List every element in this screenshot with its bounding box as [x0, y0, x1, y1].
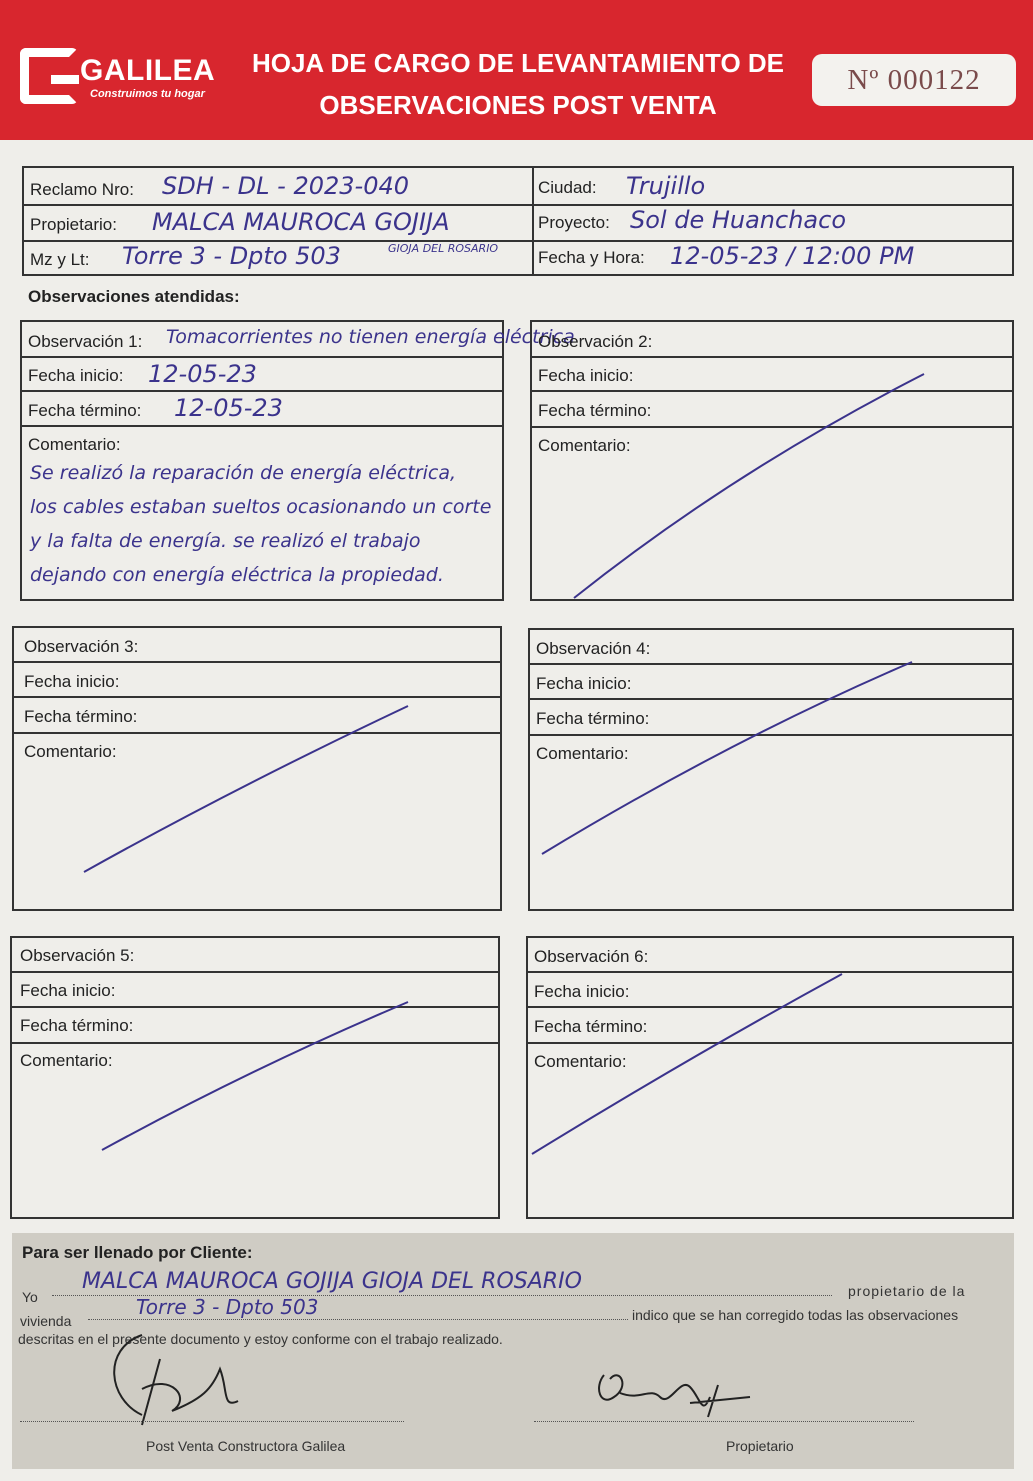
- header-bar: [0, 0, 1033, 140]
- vivienda-label: vivienda: [20, 1313, 72, 1329]
- reclamo-label: Reclamo Nro:: [30, 180, 134, 199]
- title-line-1: HOJA DE CARGO DE LEVANTAMIENTO DE: [251, 48, 785, 78]
- obs5-inicio-label: Fecha inicio:: [20, 981, 116, 1000]
- cancel-slash: [532, 322, 1016, 603]
- obs3-label: Observación 3:: [24, 637, 139, 656]
- vivienda-value: Torre 3 - Dpto 503: [136, 1295, 319, 1319]
- mzlt-label: Mz y Lt:: [30, 250, 90, 269]
- obs6-termino-label: Fecha término:: [534, 1017, 648, 1036]
- title-line-2: OBSERVACIONES POST VENTA: [319, 90, 717, 120]
- mzlt-extra: GIOJA DEL ROSARIO: [388, 242, 499, 255]
- obs5-comentario-label: Comentario:: [20, 1051, 113, 1070]
- obs1-inicio-label: Fecha inicio:: [28, 366, 124, 385]
- obs1-comentario-label: Comentario:: [28, 435, 121, 454]
- comment-line: y la falta de energía. se realizó el trabajo: [30, 530, 421, 552]
- obs3-comentario-label: Comentario:: [24, 742, 117, 761]
- obs3-termino-label: Fecha término:: [24, 707, 138, 726]
- logo-tagline: Construimos tu hogar: [90, 88, 205, 100]
- cancel-slash: [530, 630, 1016, 913]
- client-title: Para ser llenado por Cliente:: [22, 1243, 253, 1262]
- fecha-value: 12-05-23 / 12:00 PM: [670, 242, 915, 270]
- info-divider: [532, 168, 534, 274]
- observation-3: [12, 626, 502, 911]
- comment-line: dejando con energía eléctrica la propiedad.: [30, 564, 444, 586]
- descritas-text: descritas en el presente documento y estoy conforme con el trabajo realizado.: [18, 1331, 503, 1347]
- obs6-inicio-label: Fecha inicio:: [534, 982, 630, 1001]
- propietario-value: MALCA MAUROCA GOJIJA: [152, 208, 450, 236]
- document-number: Nº 000122: [812, 54, 1016, 106]
- obs4-comentario-label: Comentario:: [536, 744, 629, 763]
- page-title: [238, 42, 798, 126]
- obs5-label: Observación 5:: [20, 946, 135, 965]
- observation-1: [20, 320, 575, 601]
- signature-1-label: Post Venta Constructora Galilea: [146, 1438, 346, 1454]
- yo-label: Yo: [22, 1289, 38, 1305]
- obs1-inicio-value: 12-05-23: [148, 360, 257, 388]
- obs6-label: Observación 6:: [534, 947, 649, 966]
- obs2-comentario-label: Comentario:: [538, 436, 631, 455]
- propietario-label: Propietario:: [30, 215, 117, 234]
- info-table: [22, 166, 1014, 276]
- obs1-value: Tomacorrientes no tienen energía eléctrica: [166, 326, 575, 348]
- cancel-slash: [14, 628, 504, 913]
- observation-2: [530, 320, 1014, 601]
- galilea-logo: [20, 48, 220, 108]
- obs4-termino-label: Fecha término:: [536, 709, 650, 728]
- obs2-inicio-label: Fecha inicio:: [538, 366, 634, 385]
- reclamo-value: SDH - DL - 2023-040: [162, 172, 409, 200]
- client-name: MALCA MAUROCA GOJIJA GIOJA DEL ROSARIO: [82, 1269, 582, 1294]
- cancel-slash: [528, 938, 1016, 1221]
- comment-line: los cables estaban sueltos ocasionando un corte: [30, 496, 492, 518]
- section-title: Observaciones atendidas:: [28, 287, 240, 306]
- obs5-termino-label: Fecha término:: [20, 1016, 134, 1035]
- vivienda-line: [88, 1319, 628, 1320]
- obs4-label: Observación 4:: [536, 639, 651, 658]
- obs2-label: Observación 2:: [538, 332, 653, 351]
- obs4-inicio-label: Fecha inicio:: [536, 674, 632, 693]
- observation-5: [10, 936, 500, 1219]
- cancel-slash: [12, 938, 502, 1221]
- proyecto-label: Proyecto:: [538, 213, 610, 232]
- obs3-inicio-label: Fecha inicio:: [24, 672, 120, 691]
- ciudad-label: Ciudad:: [538, 178, 597, 197]
- obs1-comentario: [30, 456, 500, 592]
- obs1-label: Observación 1:: [28, 332, 143, 351]
- client-section: [12, 1233, 1014, 1469]
- fecha-label: Fecha y Hora:: [538, 248, 645, 267]
- signature-line-1: [20, 1421, 404, 1422]
- observation-6: [526, 936, 1014, 1219]
- mzlt-value: Torre 3 - Dpto 503: [122, 242, 341, 270]
- logo-g-icon: [20, 48, 78, 104]
- logo-brand: GALILEA: [80, 54, 216, 87]
- signature-line-2: [534, 1421, 914, 1422]
- obs1-termino-label: Fecha término:: [28, 401, 142, 420]
- observation-4: [528, 628, 1014, 911]
- proyecto-value: Sol de Huanchaco: [630, 206, 847, 234]
- owner-signature: [590, 1357, 760, 1427]
- signature-2-label: Propietario: [726, 1438, 794, 1454]
- indico-text: indico que se han corregido todas las observaciones: [632, 1307, 959, 1323]
- comment-line: Se realizó la reparación de energía eléctrica,: [30, 462, 456, 484]
- obs1-termino-value: 12-05-23: [174, 394, 283, 422]
- ciudad-value: Trujillo: [626, 172, 706, 200]
- obs2-termino-label: Fecha término:: [538, 401, 652, 420]
- propietario-de-la: propietario de la: [848, 1283, 966, 1299]
- postventa-signature: [102, 1329, 272, 1439]
- obs6-comentario-label: Comentario:: [534, 1052, 627, 1071]
